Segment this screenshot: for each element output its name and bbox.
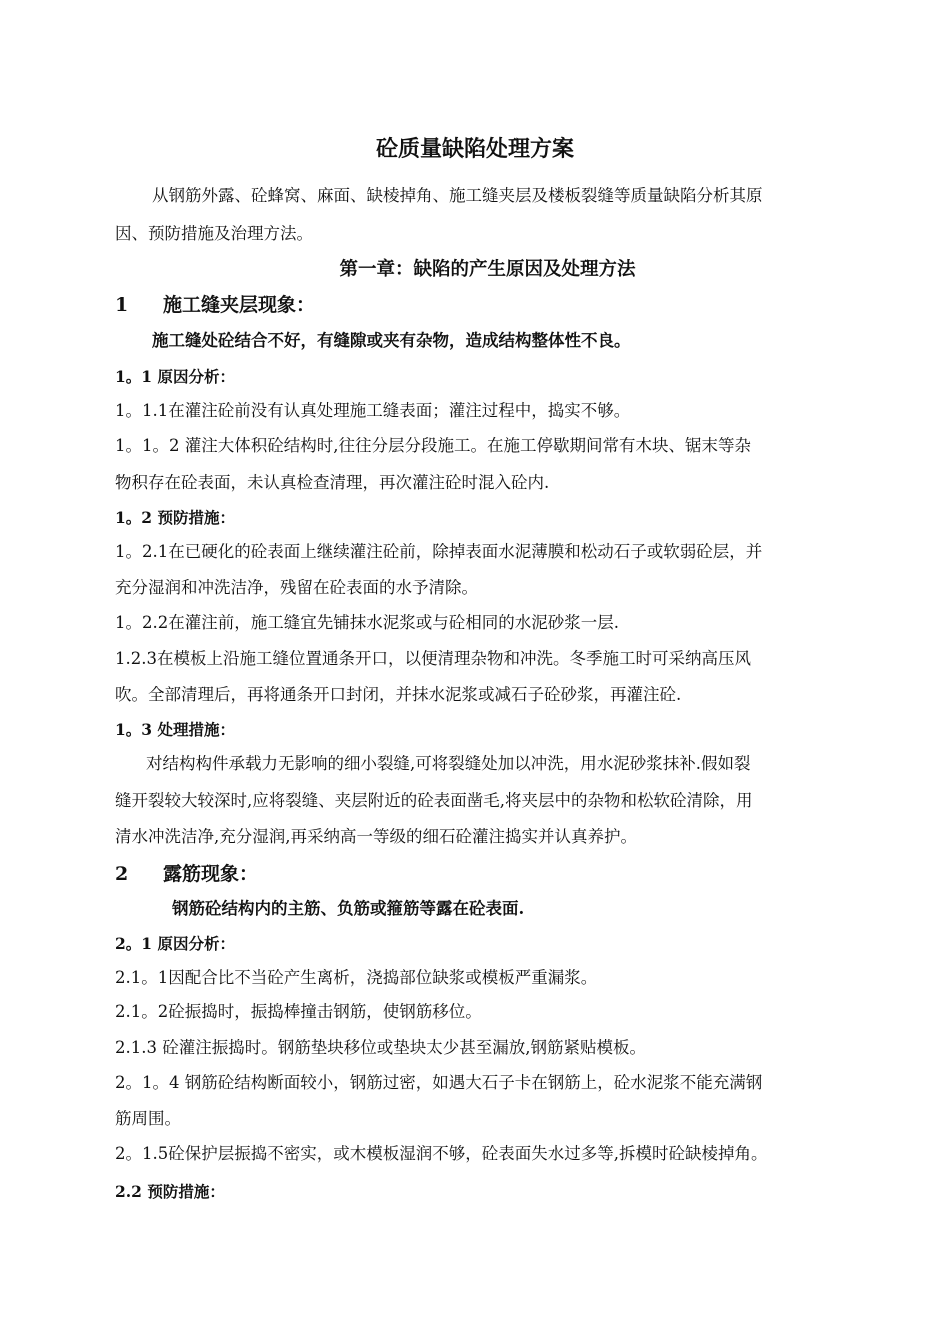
document-title: 砼质量缺陷处理方案 [375,136,574,162]
section-2-1-1: 2.1。1因配合比不当砼产生离析，浇捣部位缺浆或模板严重漏浆。 [115,968,598,987]
section-2-1-heading: 2。1 原因分析： [115,934,235,953]
section-1-2-heading: 1。2 预防措施： [115,508,235,527]
intro-line-1: 从钢筋外露、砼蜂窝、麻面、缺棱掉角、施工缝夹层及楼板裂缝等质量缺陷分析其原 [152,186,763,205]
section-2-1-2: 2.1。2砼振捣时，振捣棒撞击钢筋，使钢筋移位。 [115,1002,482,1021]
section-2-2-heading: 2.2 预防措施： [115,1182,225,1201]
section-2-number: 2 [115,863,129,885]
section-1-3-line-3: 清水冲洗洁净,充分湿润,再采纳高一等级的细石砼灌注捣实并认真养护。 [115,827,637,846]
intro-line-2: 因、预防措施及治理方法。 [115,224,313,243]
section-2-heading [115,860,258,888]
section-2-1-4-line-1: 2。1。4 钢筋砼结构断面较小，钢筋过密，如遇大石子卡在钢筋上，砼水泥浆不能充满钢 [115,1073,763,1092]
section-1-2-3-line-2: 吹。全部清理后，再将通条开口封闭，并抹水泥浆或减石子砼砂浆，再灌注砼. [115,685,682,704]
section-1-title: 施工缝夹层现象： [163,294,316,316]
section-1-3-heading: 1。3 处理措施： [115,720,235,739]
section-2-1-4-line-2: 筋周围。 [115,1109,181,1128]
section-1-1-2-line-2: 物积存在砼表面，未认真检查清理，再次灌注砼时混入砼内. [115,473,550,492]
section-2-title: 露筋现象： [163,863,259,885]
section-1-1-heading: 1。1 原因分析： [115,367,235,386]
section-1-number: 1 [115,294,129,316]
section-1-1-1: 1。1.1在灌注砼前没有认真处理施工缝表面；灌注过程中，捣实不够。 [115,401,631,420]
section-1-description: 施工缝处砼结合不好，有缝隙或夹有杂物，造成结构整体性不良。 [152,331,631,350]
section-2-description: 钢筋砼结构内的主筋、负筋或箍筋等露在砼表面. [172,899,525,918]
section-1-heading [115,291,315,319]
section-2-1-3: 2.1.3 砼灌注振捣时。钢筋垫块移位或垫块太少甚至漏放,钢筋紧贴模板。 [115,1038,646,1057]
section-1-2-3-line-1: 1.2.3在模板上沿施工缝位置通条开口，以便清理杂物和冲洗。冬季施工时可采纳高压风 [115,649,751,668]
section-1-2-2: 1。2.2在灌注前，施工缝宜先铺抹水泥浆或与砼相同的水泥砂浆一层. [115,613,619,632]
section-1-2-1-line-1: 1。2.1在已硬化的砼表面上继续灌注砼前，除掉表面水泥薄膜和松动石子或软弱砼层，并 [115,542,763,561]
section-1-1-2-line-1: 1。1。2 灌注大体积砼结构时,往往分层分段施工。在施工停歇期间常有木块、锯末等杂 [115,436,751,455]
section-2-1-5: 2。1.5砼保护层振捣不密实，或木模板湿润不够，砼表面失水过多等,拆模时砼缺棱掉角。 [115,1144,768,1163]
section-1-2-1-line-2: 充分湿润和冲洗洁净，残留在砼表面的水予清除。 [115,578,478,597]
section-1-3-line-2: 缝开裂较大较深时,应将裂缝、夹层附近的砼表面凿毛,将夹层中的杂物和松软砼清除，用 [115,791,753,810]
chapter-heading: 第一章：缺陷的产生原因及处理方法 [339,259,636,280]
section-1-3-line-1: 对结构构件承载力无影响的细小裂缝,可将裂缝处加以冲洗，用水泥砂浆抹补.假如裂 [146,754,751,773]
